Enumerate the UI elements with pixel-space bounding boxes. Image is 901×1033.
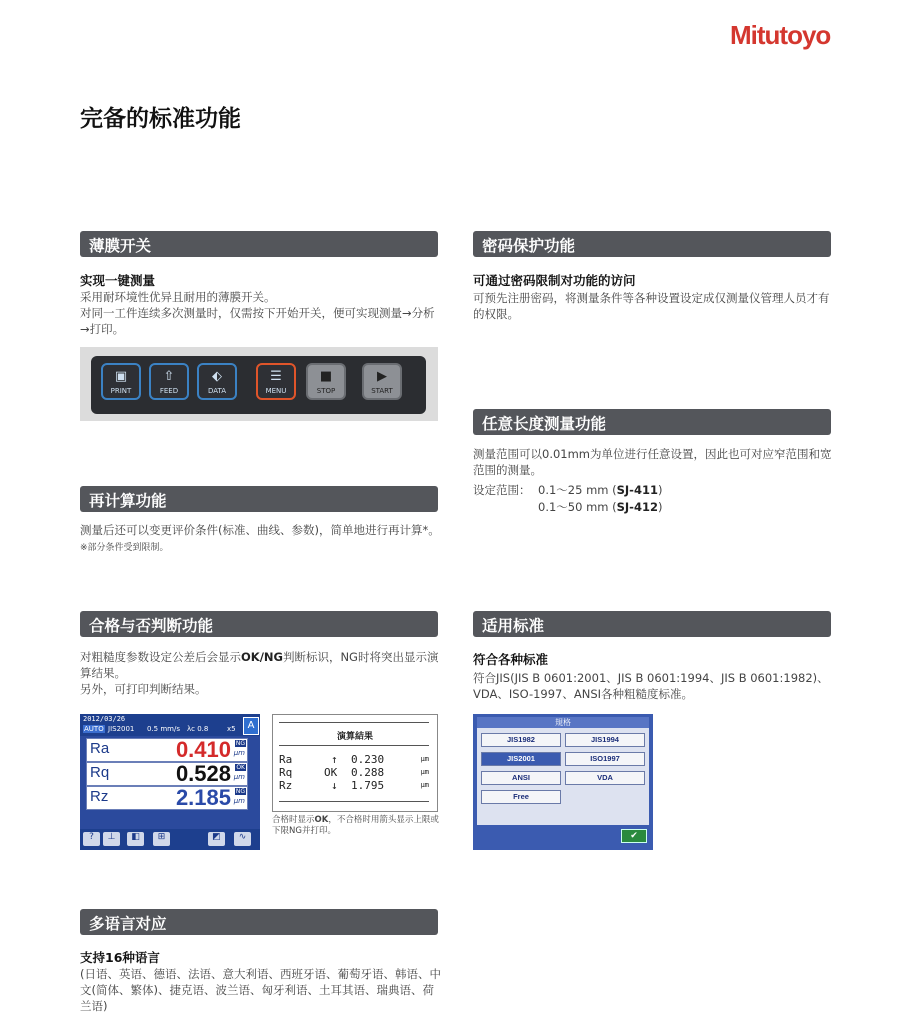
lcd-row-ra (86, 738, 248, 762)
receipt-row (279, 766, 429, 778)
lcd-value: 0.528 (175, 761, 231, 786)
divider (279, 745, 429, 746)
receipt-judge: ↓ (331, 779, 338, 792)
body-bold: OK/NG (241, 650, 283, 664)
menu-key[interactable] (256, 363, 296, 400)
standard-option[interactable]: ISO1997 (565, 752, 645, 766)
divider (279, 801, 429, 802)
standard-option[interactable]: JIS1994 (565, 733, 645, 747)
lcd-row-rq (86, 762, 248, 786)
membrane-keypad (91, 356, 426, 414)
section-header-languages (80, 909, 438, 935)
feed-key[interactable] (149, 363, 189, 400)
section-header-judgment (80, 611, 438, 637)
lcd-value: 2.185 (175, 785, 231, 810)
range-close: ) (657, 500, 663, 514)
standard-option[interactable]: JIS1982 (481, 733, 561, 747)
body-line: 另外，可打印判断结果。 (80, 682, 207, 696)
key-label: DATA (207, 387, 227, 395)
section-title: 适用标准 (482, 617, 545, 635)
stop-icon: ■ (319, 369, 333, 384)
section-header-length (473, 409, 831, 435)
print-key[interactable] (101, 363, 141, 400)
print-receipt (272, 714, 438, 812)
section-title: 密码保护功能 (482, 237, 576, 255)
body-line: 测量后还可以变更评价条件(标准、曲线、参数)，简单地进行再计算*。 (80, 523, 440, 537)
key-label: STOP (316, 387, 336, 395)
receipt-judge: OK (324, 766, 338, 779)
lcd-unit: μm (233, 797, 245, 805)
receipt-param: Ra (279, 753, 293, 766)
lcd-cutoff: λc 0.8 (187, 725, 209, 733)
section-body (80, 649, 442, 697)
lcd-param: Rq (90, 764, 110, 781)
section-title: 多语言对应 (89, 915, 167, 933)
body-line: (日语、英语、德语、法语、意大利语、西班牙语、葡萄牙语、韩语、中文(简体、繁体)、捷克语、波兰语、匈牙利语、土耳其语、瑞典语、荷兰语) (80, 967, 441, 1013)
receipt-unit: μm (420, 768, 429, 776)
receipt-param: Rq (279, 766, 293, 779)
body-text: 判断标识，NG时将突出显示演算结果。 (80, 650, 439, 680)
receipt-title: 演算結果 (336, 732, 373, 742)
body-line: 符合JIS(JIS B 0601:2001、JIS B 0601:1994、JIS B 0601:1982)、VDA、ISO-1997、ANSI各种粗糙度标准。 (473, 671, 829, 701)
feed-icon: ⇧ (163, 369, 175, 384)
range-label: 设定范围： (473, 483, 531, 497)
lcd-tag: OK (236, 764, 245, 771)
lcd-param: Rz (90, 788, 109, 805)
section-title: 合格与否判断功能 (89, 617, 214, 635)
lcd-badge: A (243, 717, 259, 735)
section-body (473, 670, 841, 702)
section-subheading: 支持16种语言 (80, 950, 160, 965)
standard-option[interactable]: VDA (565, 771, 645, 785)
lcd-unit: μm (233, 773, 245, 781)
standard-option[interactable]: ANSI (481, 771, 561, 785)
standard-option[interactable]: Free (481, 790, 561, 804)
lcd-multiplier: x5 (227, 725, 236, 733)
stop-key[interactable] (306, 363, 346, 400)
lcd-toolbar (80, 829, 260, 850)
lcd-speed: 0.5 mm/s (147, 725, 181, 733)
graph-icon[interactable]: ◩ (208, 832, 225, 846)
standard-option-selected[interactable]: JIS2001 (481, 752, 561, 766)
lcd-tag: NG (235, 740, 245, 747)
model-name: SJ-412 (616, 500, 658, 514)
section-title: 任意长度测量功能 (482, 415, 607, 433)
section-title: 再计算功能 (89, 492, 167, 510)
caption-text: 合格时显示 (272, 815, 315, 825)
condition-icon[interactable]: ◧ (127, 832, 144, 846)
section-subheading: 实现一键测量 (80, 273, 156, 288)
range-row (473, 482, 835, 498)
receipt-value: 0.230 (351, 753, 385, 766)
data-icon: ⬖ (212, 369, 222, 384)
lcd-display (80, 714, 260, 850)
range-close: ) (657, 483, 663, 497)
lcd-status-bar (80, 714, 260, 736)
receipt-param: Rz (279, 779, 293, 792)
lcd-param: Ra (90, 740, 110, 757)
key-label: FEED (159, 387, 179, 395)
stylus-icon[interactable]: ⊥ (103, 832, 120, 846)
print-icon: ▣ (114, 369, 128, 384)
lcd-tag: NG (235, 788, 245, 795)
standard-panel (477, 717, 649, 825)
start-key[interactable] (362, 363, 402, 400)
key-label: PRINT (110, 387, 132, 395)
confirm-check-icon[interactable]: ✔ (621, 829, 647, 843)
standard-title: 規格 (477, 717, 649, 728)
section-body (80, 522, 442, 556)
body-line: 测量范围可以0.01mm为单位进行任意设置，因此也可对应窄范围和宽范围的测量。 (473, 447, 832, 477)
section-header-password (473, 231, 831, 257)
start-icon: ▶ (377, 369, 387, 384)
brand-logo: Mitutoyo (730, 20, 831, 50)
receipt-caption (272, 815, 442, 837)
footnote: ※部分条件受到限制。 (80, 543, 169, 553)
receipt-judge: ↑ (331, 753, 338, 766)
receipt-row (279, 779, 429, 791)
page-title: 完备的标准功能 (80, 106, 241, 132)
receipt-value: 0.288 (351, 766, 385, 779)
section-subheading: 符合各种标准 (473, 652, 549, 667)
section-body (473, 446, 835, 478)
lcd-unit: μm (233, 749, 245, 757)
caption-bold: OK (314, 815, 329, 825)
profile-icon[interactable]: ∿ (234, 832, 251, 846)
section-header-recalc (80, 486, 438, 512)
menu-icon: ☰ (270, 369, 282, 384)
section-header-membrane (80, 231, 438, 257)
section-body (80, 966, 442, 1014)
model-name: SJ-411 (616, 483, 658, 497)
data-key[interactable] (197, 363, 237, 400)
key-label: START (371, 387, 393, 395)
lcd-mode: AUTO (84, 725, 104, 733)
receipt-value: 1.795 (351, 779, 385, 792)
receipt-unit: μm (420, 755, 429, 763)
caption-text: ，不合格时用箭头显示上限或下限NG并打印。 (272, 815, 439, 836)
lcd-value: 0.410 (175, 737, 231, 762)
body-line: 采用耐环境性优异且耐用的薄膜开关。 (80, 290, 276, 304)
key-label: MENU (265, 387, 287, 395)
receipt-unit: μm (420, 781, 429, 789)
section-header-standards (473, 611, 831, 637)
range-value: 0.1～50 mm ( (538, 500, 617, 514)
body-text: 对粗糙度参数设定公差后会显示 (80, 650, 241, 664)
section-title: 薄膜开关 (89, 237, 152, 255)
receipt-row (279, 753, 429, 765)
section-subheading: 可通过密码限制对功能的访问 (473, 273, 636, 288)
body-line: 对同一工件连续多次测量时，仅需按下开始开关，便可实现测量→分析→打印。 (80, 306, 435, 336)
standard-select-screen (473, 714, 653, 850)
section-body (80, 289, 442, 337)
range-value: 0.1～25 mm ( (538, 483, 617, 497)
lcd-date: 2012/03/26 (83, 715, 126, 723)
section-body (473, 290, 835, 322)
lcd-row-rz (86, 786, 248, 810)
body-line: 可预先注册密码，将测量条件等各种设置设定成仅测量仪管理人员才有的权限。 (473, 291, 830, 321)
lcd-standard: JIS2001 (108, 725, 135, 733)
result-icon[interactable]: ⊞ (153, 832, 170, 846)
help-icon[interactable]: ? (83, 832, 100, 846)
divider (279, 722, 429, 723)
